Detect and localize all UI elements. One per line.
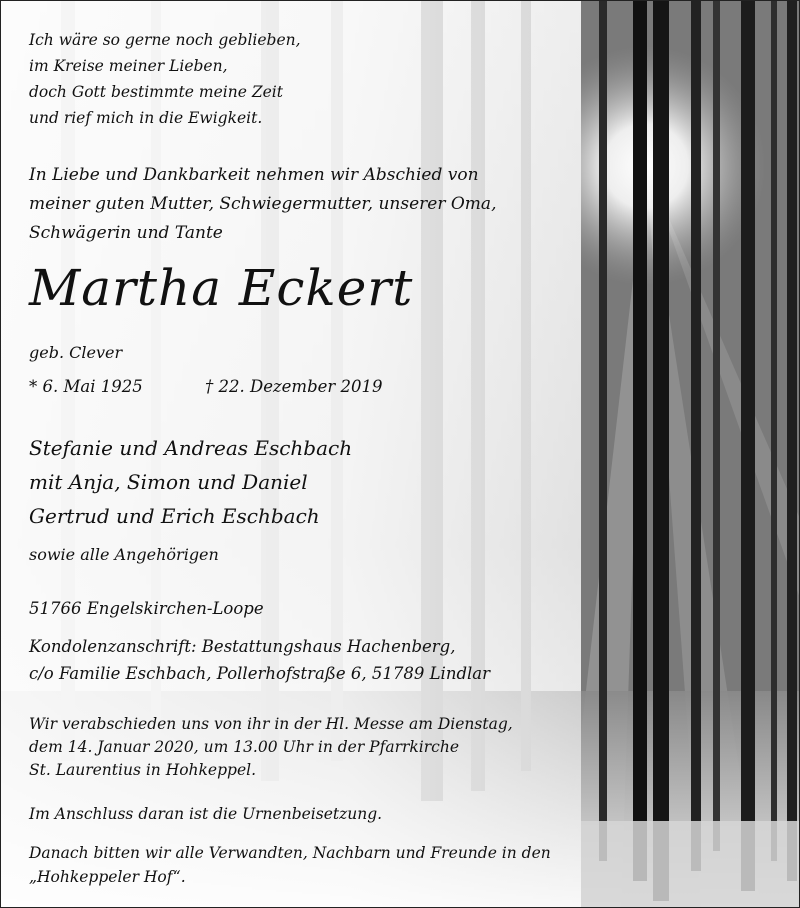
address-line: Kondolenzanschrift: Bestattungshaus Hachenberg,: [29, 637, 456, 656]
invitation-text: [29, 841, 551, 889]
invite-line: Danach bitten wir alle Verwandten, Nachbarn und Freunde in den: [29, 844, 551, 862]
family-line: mit Anja, Simon und Daniel: [29, 470, 308, 494]
poem-line: und rief mich in die Ewigkeit.: [29, 109, 263, 127]
relatives-text: sowie alle Angehörigen: [29, 545, 219, 564]
intro-text: [29, 161, 496, 248]
service-line: St. Laurentius in Hohkeppel.: [29, 761, 256, 779]
service-line: Wir verabschieden uns von ihr in der Hl. Messe am Dienstag,: [29, 715, 513, 733]
city-text: 51766 Engelskirchen-Loope: [29, 599, 264, 618]
born-name: geb. Clever: [29, 343, 123, 362]
deceased-name: Martha Eckert: [29, 259, 414, 317]
birth-date: * 6. Mai 1925: [29, 377, 143, 396]
condolence-address: [29, 633, 490, 687]
urn-burial-text: Im Anschluss daran ist die Urnenbeisetzung.: [29, 805, 383, 823]
address-line: c/o Familie Eschbach, Pollerhofstraße 6, 51789 Lindlar: [29, 664, 491, 683]
poem-line: im Kreise meiner Lieben,: [29, 57, 228, 75]
family-members: [29, 431, 352, 533]
intro-line: meiner guten Mutter, Schwiegermutter, unserer Oma,: [29, 194, 497, 214]
service-info: [29, 713, 513, 782]
poem-line: doch Gott bestimmte meine Zeit: [29, 83, 283, 101]
intro-line: Schwägerin und Tante: [29, 223, 223, 243]
poem: [29, 27, 301, 131]
family-line: Gertrud und Erich Eschbach: [29, 504, 320, 528]
service-line: dem 14. Januar 2020, um 13.00 Uhr in der Pfarrkirche: [29, 738, 460, 756]
intro-line: In Liebe und Dankbarkeit nehmen wir Abschied von: [29, 165, 479, 185]
invite-line: „Hohkeppeler Hof“.: [29, 868, 186, 886]
death-date: † 22. Dezember 2019: [205, 377, 383, 396]
family-line: Stefanie und Andreas Eschbach: [29, 436, 353, 460]
poem-line: Ich wäre so gerne noch geblieben,: [29, 31, 301, 49]
